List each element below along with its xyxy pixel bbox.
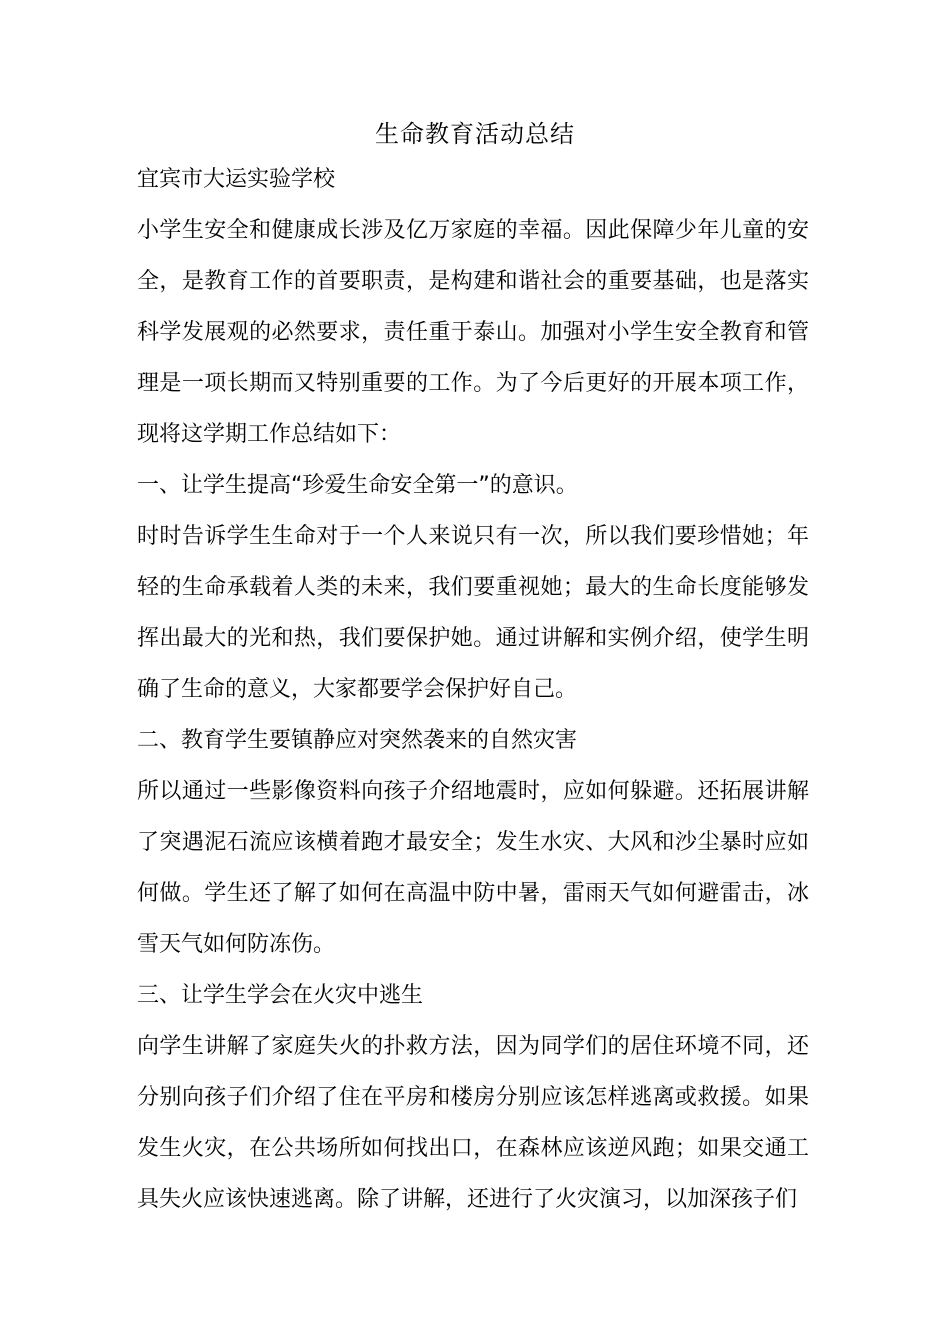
section-paragraph-2: 所以通过一些影像资料向孩子介绍地震时，应如何躲避。还拓展讲解了突遇泥石流应该横着跑才最安全；发生水灾、大风和沙尘暴时应如何做。学生还了解了如何在高温中防中暑，雷雨天气如何避雷击，冰雪天气如何防冻伤。 — [137, 779, 809, 957]
intro-paragraph: 小学生安全和健康成长涉及亿万家庭的幸福。因此保障少年儿童的安全，是教育工作的首要职责，是构建和谐社会的重要基础，也是落实科学发展观的必然要求，责任重于泰山。加强对小学生安全教育和管理是一项长期而又特别重要的工作。为了今后更好的开展本项工作，现将这学期工作总结如下： — [137, 218, 809, 447]
section-paragraph-1: 时时告诉学生生命对于一个人来说只有一次，所以我们要珍惜她；年轻的生命承载着人类的未来，我们要重视她；最大的生命长度能够发挥出最大的光和热，我们要保护她。通过讲解和实例介绍，使学生明确了生命的意义，大家都要学会保护好自己。 — [137, 524, 809, 702]
section-heading-1: 一、让学生提高“珍爱生命安全第一”的意识。 — [137, 473, 578, 498]
section-heading-3: 三、让学生学会在火灾中逃生 — [137, 983, 424, 1008]
section-paragraph-3: 向学生讲解了家庭失火的扑救方法，因为同学们的居住环境不同，还分别向孩子们介绍了住在平房和楼房分别应该怎样逃离或救援。如果发生火灾，在公共场所如何找出口，在森林应该逆风跑；如果交通工具失火应该快速逃离。除了讲解，还进行了火灾演习，以加深孩子们 — [137, 1034, 809, 1212]
document-title: 生命教育活动总结 — [375, 120, 575, 148]
section-heading-2: 二、教育学生要镇静应对突然袭来的自然灾害 — [137, 728, 578, 753]
school-name: 宜宾市大运实验学校 — [137, 167, 336, 192]
document-body — [137, 205, 809, 1225]
